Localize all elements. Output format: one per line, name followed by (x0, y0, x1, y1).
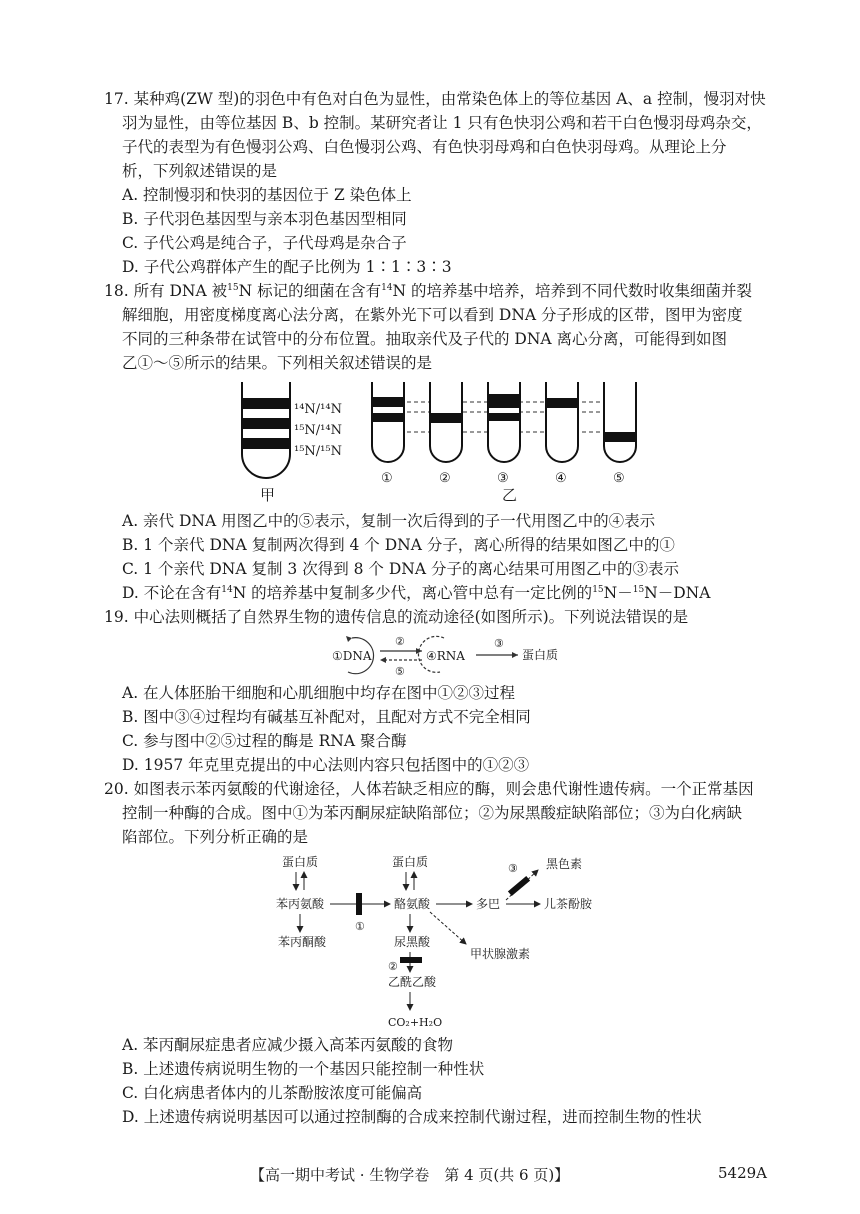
caption-yi: 乙 (502, 486, 518, 504)
q18-option-b: B. 1 个亲代 DNA 复制两次得到 4 个 DNA 分子，离心所得的结果如图乙中的① (122, 536, 675, 554)
block-2 (400, 957, 422, 963)
homogentisic-acid: 尿黑酸 (394, 935, 431, 949)
label-15-15: ¹⁵N/¹⁵N (294, 444, 342, 459)
exam-code: 5429A (718, 1164, 768, 1182)
co2-h2o: CO₂+H₂O (388, 1016, 443, 1029)
dopa: 多巴 (476, 897, 501, 911)
q20-stem-line-2: 控制一种酶的合成。图中①为苯丙酮尿症缺陷部位；②为尿黑酸症缺陷部位；③为白化病缺 (122, 804, 743, 822)
q18-stem-line-1: 18. 所有 DNA 被$^{15}$N 标记的细菌在含有$^{14}$N 的培养基中培养，培养到不同代数时收集细菌并裂 (104, 282, 753, 300)
q19-option-a: A. 在人体胚胎干细胞和心肌细胞中均存在图中①②③过程 (122, 684, 516, 702)
caption-jia: 甲 (260, 486, 276, 504)
q20-option-b: B. 上述遗传病说明生物的一个基因只能控制一种性状 (122, 1060, 485, 1078)
arrow-2-label: ② (395, 635, 405, 648)
tube-label-2: ② (439, 471, 451, 486)
q17-option-a: A. 控制慢羽和快羽的基因位于 Z 染色体上 (122, 186, 412, 204)
protein-label: 蛋白质 (522, 648, 559, 662)
tube-jia (242, 382, 342, 504)
q17-stem-line-3: 子代的表型为有色慢羽公鸡、白色慢羽公鸡、有色快羽母鸡和白色快羽母鸡。从理论上分 (122, 138, 727, 156)
protein-1: 蛋白质 (282, 855, 319, 869)
label-14-14: ¹⁴N/¹⁴N (294, 402, 342, 417)
tube-2 (430, 382, 462, 486)
band-15-15 (243, 438, 289, 449)
q18-stem-line-4: 乙①～⑤所示的结果。下列相关叙述错误的是 (122, 354, 433, 372)
q17-stem-line-2: 羽为显性，由等位基因 B、b 控制。某研究者让 1 只有色快羽公鸡和若干白色慢羽母鸡杂交， (122, 114, 762, 132)
block-3 (508, 876, 530, 896)
q18-stem-line-2: 解细胞，用密度梯度离心法分离，在紫外光下可以看到 DNA 分子形成的区带，图甲为密度 (122, 306, 743, 324)
q19-option-c: C. 参与图中②⑤过程的酶是 RNA 聚合酶 (122, 732, 407, 750)
rna-label: ④RNA (426, 649, 465, 663)
band-14-14 (243, 398, 289, 409)
page-footer: 【高一期中考试 · 生物学卷 第 4 页(共 6 页)】 (250, 1166, 570, 1184)
arrow-5-label: ⑤ (395, 665, 405, 678)
q18-option-c: C. 1 个亲代 DNA 复制 3 次得到 8 个 DNA 分子的离心结果可用图乙中的③表示 (122, 560, 679, 578)
tube-4 (546, 382, 578, 486)
q18-option-a: A. 亲代 DNA 用图乙中的⑤表示，复制一次后得到的子一代用图乙中的④表示 (122, 512, 656, 530)
melanin: 黑色素 (546, 857, 583, 871)
protein-2: 蛋白质 (392, 855, 429, 869)
phenylalanine: 苯丙氨酸 (276, 897, 325, 911)
q20-option-c: C. 白化病患者体内的儿茶酚胺浓度可能偏高 (122, 1084, 423, 1102)
q20-option-d: D. 上述遗传病说明基因可以通过控制酶的合成来控制代谢过程，进而控制生物的性状 (122, 1108, 702, 1126)
tube-label-3: ③ (497, 471, 509, 486)
label-15-14: ¹⁵N/¹⁴N (294, 423, 342, 438)
tube-label-1: ① (381, 471, 393, 486)
q19-option-b: B. 图中③④过程均有碱基互补配对，且配对方式不完全相同 (122, 708, 531, 726)
q18-option-d: D. 不论在含有$^{14}$N 的培养基中复制多少代，离心管中总有一定比例的$^{15}$N－$^{15}$N－DNA (122, 584, 711, 602)
q20-option-a: A. 苯丙酮尿症患者应减少摄入高苯丙氨酸的食物 (122, 1036, 454, 1054)
q20-stem-line-3: 陷部位。下列分析正确的是 (122, 828, 309, 846)
q17-option-c: C. 子代公鸡是纯合子，子代母鸡是杂合子 (122, 234, 407, 252)
maleylacetoacetic-acid: 乙酰乙酸 (388, 975, 437, 989)
q18-centrifuge-figure (230, 376, 650, 504)
tyrosine: 酪氨酸 (394, 897, 431, 911)
tube-1 (372, 382, 404, 486)
catecholamine: 儿茶酚胺 (544, 897, 593, 911)
tube-5 (604, 382, 636, 486)
phenylpyruvic-acid: 苯丙酮酸 (278, 935, 327, 949)
dna-label: ①DNA (332, 649, 372, 663)
tube-label-4: ④ (555, 471, 567, 486)
band-15-14 (243, 418, 289, 429)
q17-stem-line-1: 17. 某种鸡(ZW 型)的羽色中有色对白色为显性，由常染色体上的等位基因 A、a 控制，慢羽对快 (104, 90, 766, 108)
q18-stem-line-3: 不同的三种条带在试管中的分布位置。抽取亲代及子代的 DNA 离心分离，可能得到如图 (122, 330, 728, 348)
q17-stem-line-4: 析，下列叙述错误的是 (122, 162, 278, 180)
q19-central-dogma-figure (322, 632, 572, 678)
arrow-3-label: ③ (494, 637, 504, 650)
q20-stem-line-1: 20. 如图表示苯丙氨酸的代谢途径，人体若缺乏相应的酶，则会患代谢性遗传病。一个正常基因 (104, 780, 754, 798)
block-1 (356, 893, 362, 915)
q20-metabolic-pathway-figure (270, 852, 610, 1032)
thyroxine: 甲状腺激素 (470, 947, 531, 961)
mark-3: ③ (508, 862, 518, 875)
mark-2: ② (388, 960, 398, 973)
tube-3 (488, 382, 520, 486)
q19-option-d: D. 1957 年克里克提出的中心法则内容只包括图中的①②③ (122, 756, 530, 774)
mark-1: ① (355, 920, 365, 933)
tube-label-5: ⑤ (613, 471, 625, 486)
q17-option-d: D. 子代公鸡群体产生的配子比例为 1∶1∶3∶3 (122, 258, 452, 276)
q19-stem: 19. 中心法则概括了自然界生物的遗传信息的流动途径(如图所示)。下列说法错误的是 (104, 608, 689, 626)
q17-option-b: B. 子代羽色基因型与亲本羽色基因型相同 (122, 210, 407, 228)
